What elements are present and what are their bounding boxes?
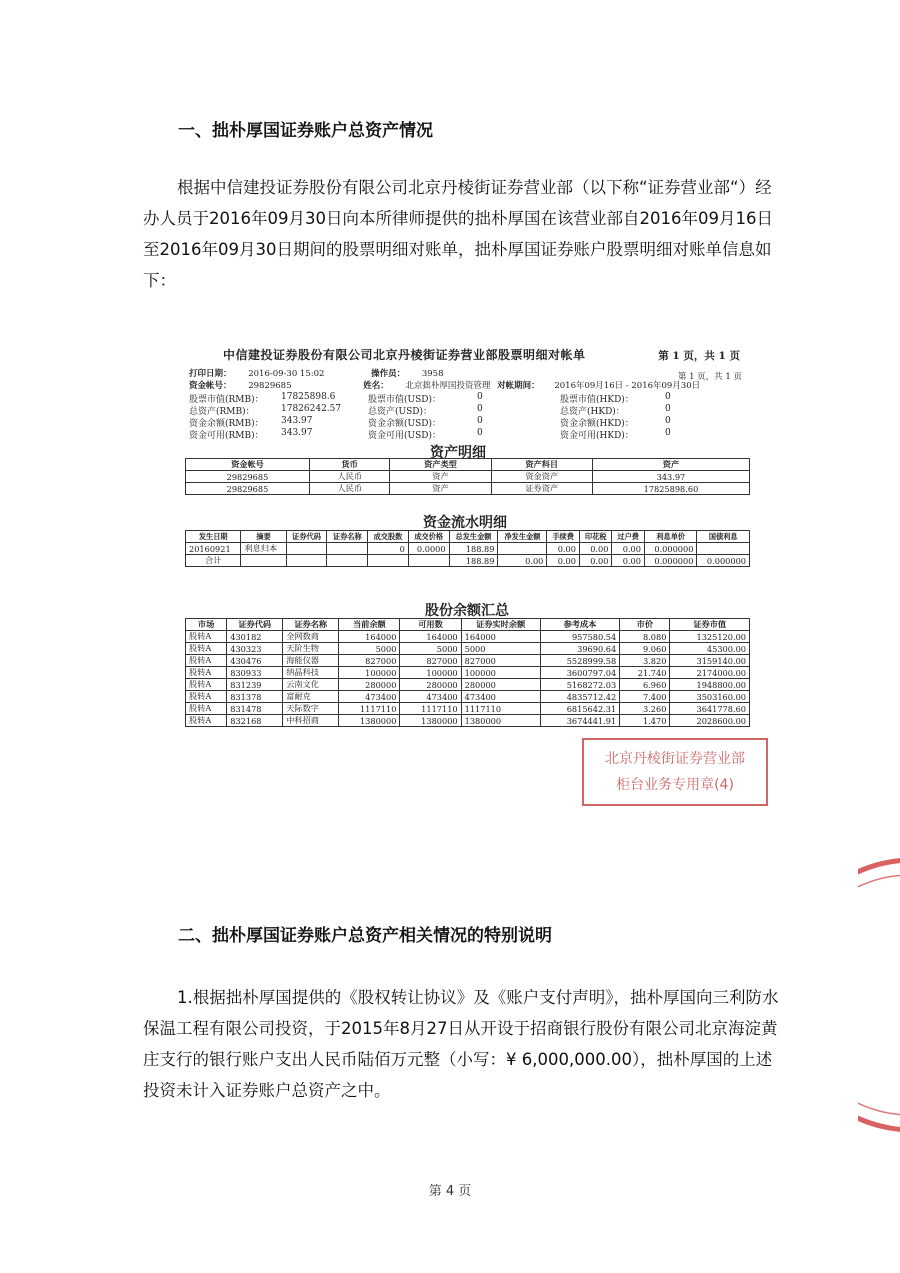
summary-hkd-value-0: 0 (665, 392, 671, 402)
summary-rmb-label-2: 资金余额(RMB)： (189, 419, 264, 429)
holdings-section-title: 股份余额汇总 (425, 603, 509, 619)
table-header: 证券实时余额 (461, 619, 540, 631)
holdings-table (185, 618, 750, 727)
table-row: 股转A 831378 富耐克 473400 473400 473400 4835712.42 7.400 3503160.00 (186, 691, 750, 703)
print-date-row: 打印日期： 2016-09-30 15:02 操作员： 3958 (189, 369, 444, 379)
flow-section-title: 资金流水明细 (423, 515, 507, 531)
table-header: 成交股数 (368, 531, 409, 543)
table-header: 货币 (309, 459, 389, 471)
table-header: 证券代码 (286, 531, 327, 543)
table-header: 证券名称 (327, 531, 368, 543)
section1-paragraph (143, 172, 783, 296)
table-row: 20160921 利息归本 0 0.0000 188.89 0.00 0.00 0.00 0.000000 (186, 543, 750, 555)
table-header: 证券市值 (670, 619, 750, 631)
statement-page-indicator: 第 1 页，共 1 页 (658, 350, 740, 362)
table-row: 股转A 832168 中科招商 1380000 1380000 1380000 3674441.91 1.470 2028600.00 (186, 715, 750, 727)
table-header: 资产 (592, 459, 749, 471)
table-header: 资产类型 (390, 459, 491, 471)
summary-usd-label-2: 资金余额(USD)： (368, 419, 441, 429)
summary-rmb-label-0: 股票市值(RMB)： (189, 395, 264, 405)
summary-rmb-label-3: 资金可用(RMB)： (189, 431, 264, 441)
table-row: 股转A 430182 全网数商 164000 164000 164000 957580.54 8.080 1325120.00 (186, 631, 750, 643)
summary-rmb-value-0: 17825898.6 (281, 392, 336, 402)
summary-hkd-label-3: 资金可用(HKD)： (560, 431, 634, 441)
table-row: 股转A 831239 云南文化 280000 280000 280000 5168272.03 6.960 1948800.00 (186, 679, 750, 691)
summary-usd-value-2: 0 (477, 416, 483, 426)
summary-usd-value-0: 0 (477, 392, 483, 402)
section2-title: 二、拙朴厚国证券账户总资产相关情况的特别说明 (178, 926, 552, 946)
page-number: 第 4 页 (428, 1184, 472, 1199)
summary-rmb-value-2: 343.97 (281, 416, 313, 426)
business-seal-stamp: 北京丹棱街证券营业部 柜台业务专用章(4) (582, 738, 768, 806)
table-row: 股转A 830933 纳晶科技 100000 100000 100000 3600797.04 21.740 2174000.00 (186, 667, 750, 679)
table-header: 资金帐号 (186, 459, 310, 471)
table-row: 合计 188.89 0.00 0.00 0.00 0.00 0.000000 0.000000 (186, 555, 750, 567)
table-header: 参考成本 (540, 619, 620, 631)
summary-usd-label-1: 总资产(USD)： (368, 407, 432, 417)
table-header: 总发生金额 (449, 531, 498, 543)
section1-paragraph-text: 根据中信建投证券股份有限公司北京丹棱街证券营业部（以下称“证券营业部“）经办人员于2016年09月30日向本所律师提供的拙朴厚国在该营业部自2016年09月16日至2016年09月30日期间的股票明细对账单，拙朴厚国证券账户股票明细对账单信息如下： (143, 178, 773, 290)
table-header: 证券名称 (283, 619, 339, 631)
table-header: 过户费 (612, 531, 645, 543)
account-row: 资金帐号： 29829685 姓名： 北京拙朴厚国投资管理 对帐期间： 2016年09月16日 - 2016年09月30日 (189, 381, 701, 391)
summary-usd-value-1: 0 (477, 404, 483, 414)
section2-paragraph (143, 982, 783, 1106)
table-row: 股转A 430323 天阶生物 5000 5000 5000 39690.64 9.060 45300.00 (186, 643, 750, 655)
section2-paragraph-text: 1.根据拙朴厚国提供的《股权转让协议》及《账户支付声明》，拙朴厚国向三利防水保温工程有限公司投资，于2015年8月27日从开设于招商银行股份有限公司北京海淀黄庄支行的银行账户支出人民币陆佰万元整（小写：¥ 6,000,000.00），拙朴厚国的上述投资未计入证券账户总资产之中。 (143, 988, 779, 1100)
summary-usd-label-0: 股票市值(USD)： (368, 395, 441, 405)
table-row: 股转A 430476 海能仪器 827000 827000 827000 5528999.58 3.820 3159140.00 (186, 655, 750, 667)
summary-hkd-label-1: 总资产(HKD)： (560, 407, 625, 417)
table-header: 净发生金额 (498, 531, 547, 543)
table-header: 可用数 (400, 619, 461, 631)
account-statement (185, 340, 750, 758)
table-header: 市场 (186, 619, 227, 631)
cash-flow-table (185, 530, 750, 567)
summary-rmb-value-3: 343.97 (281, 428, 313, 438)
table-header: 手续费 (547, 531, 580, 543)
table-row: 股转A 831478 天际数字 1117110 1117110 1117110 6815642.31 3.260 3641778.60 (186, 703, 750, 715)
statement-title: 中信建投证券股份有限公司北京丹棱街证券营业部股票明细对帐单 (223, 348, 586, 362)
table-header: 国债利息 (697, 531, 750, 543)
section1-title: 一、拙朴厚国证券账户总资产情况 (178, 121, 433, 141)
summary-hkd-value-1: 0 (665, 404, 671, 414)
summary-hkd-value-2: 0 (665, 416, 671, 426)
table-row: 29829685 人民币 资产 资金资产 343.97 (186, 471, 750, 483)
table-header: 资产科目 (491, 459, 592, 471)
assets-section-title: 资产明细 (430, 445, 486, 461)
summary-hkd-label-0: 股票市值(HKD)： (560, 395, 634, 405)
table-header: 发生日期 (186, 531, 241, 543)
table-header: 摘要 (241, 531, 286, 543)
statement-page-indicator-small: 第 1 页，共 1 页 (677, 372, 742, 382)
table-header: 当前余额 (339, 619, 400, 631)
summary-usd-label-3: 资金可用(USD)： (368, 431, 441, 441)
table-header: 利息单价 (644, 531, 696, 543)
summary-rmb-label-1: 总资产(RMB)： (189, 407, 255, 417)
table-row: 29829685 人民币 资产 证券资产 17825898.60 (186, 483, 750, 495)
table-header: 成交价格 (408, 531, 449, 543)
table-header: 市价 (620, 619, 670, 631)
summary-rmb-value-1: 17826242.57 (281, 404, 342, 414)
table-header: 证券代码 (227, 619, 283, 631)
summary-hkd-value-3: 0 (665, 428, 671, 438)
summary-usd-value-3: 0 (477, 428, 483, 438)
table-header: 印花税 (579, 531, 612, 543)
summary-hkd-label-2: 资金余额(HKD)： (560, 419, 634, 429)
partial-seal-stamp-icon (858, 840, 900, 1140)
assets-table (185, 458, 750, 495)
